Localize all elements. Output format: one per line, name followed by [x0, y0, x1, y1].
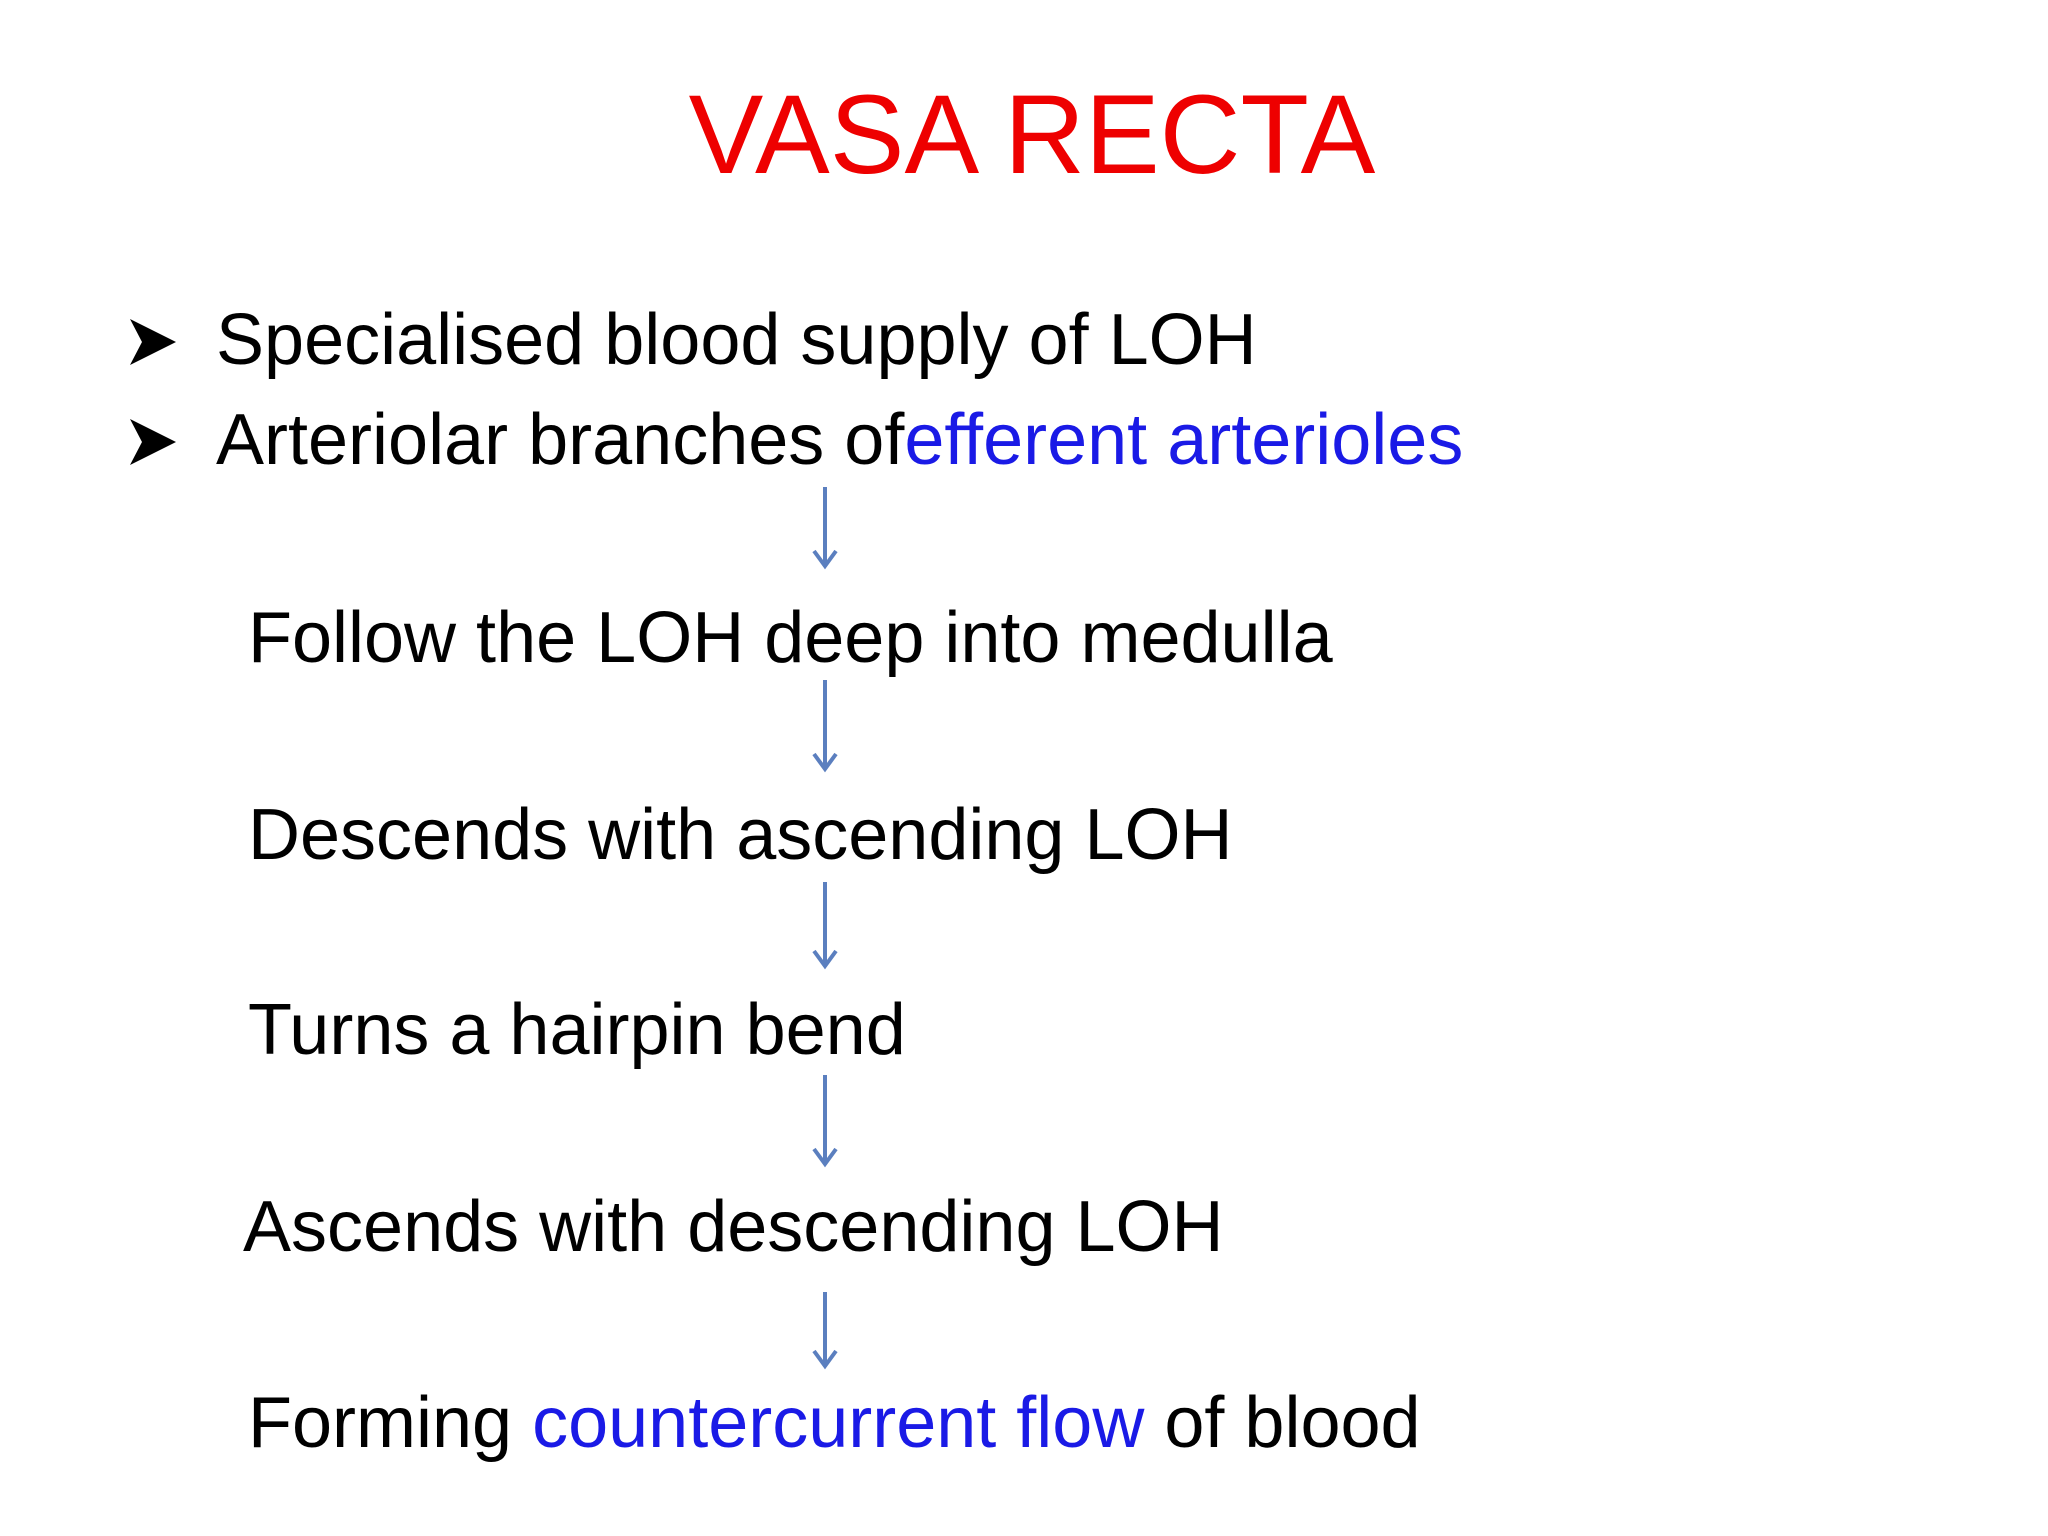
down-arrow-icon — [810, 678, 840, 773]
flow-step-text: Ascends with descending LOH — [243, 1187, 1224, 1267]
flow-step — [248, 593, 1333, 683]
flow-step-text: Forming — [248, 1383, 533, 1463]
down-arrow-icon — [810, 1290, 840, 1370]
flow-step-text: Turns a hairpin bend — [248, 990, 906, 1070]
flow-step-highlight-text: countercurrent flow — [532, 1383, 1145, 1463]
bullet-item — [128, 295, 1257, 385]
slide-title-text: VASA RECTA — [688, 72, 1376, 197]
down-arrow-icon — [810, 485, 840, 570]
flow-step — [248, 1378, 1421, 1468]
down-arrow-icon — [810, 1073, 840, 1168]
arrowhead-bullet-icon — [128, 295, 200, 385]
down-arrow-icon — [810, 880, 840, 970]
slide-title — [0, 70, 2048, 200]
bullet-highlight-text: efferent arterioles — [904, 400, 1464, 480]
flow-step — [248, 790, 1233, 880]
bullet-item — [128, 395, 1463, 485]
arrowhead-bullet-icon — [128, 395, 200, 485]
bullet-text: Specialised blood supply of LOH — [216, 300, 1257, 380]
bullet-text: Arteriolar branches of — [216, 400, 905, 480]
flow-step-text: Follow the LOH deep into medulla — [248, 598, 1333, 678]
flow-step-text: Descends with ascending LOH — [248, 795, 1233, 875]
flow-step — [248, 985, 906, 1075]
flow-step — [243, 1182, 1224, 1272]
flow-step-text-suffix: of blood — [1144, 1383, 1421, 1463]
